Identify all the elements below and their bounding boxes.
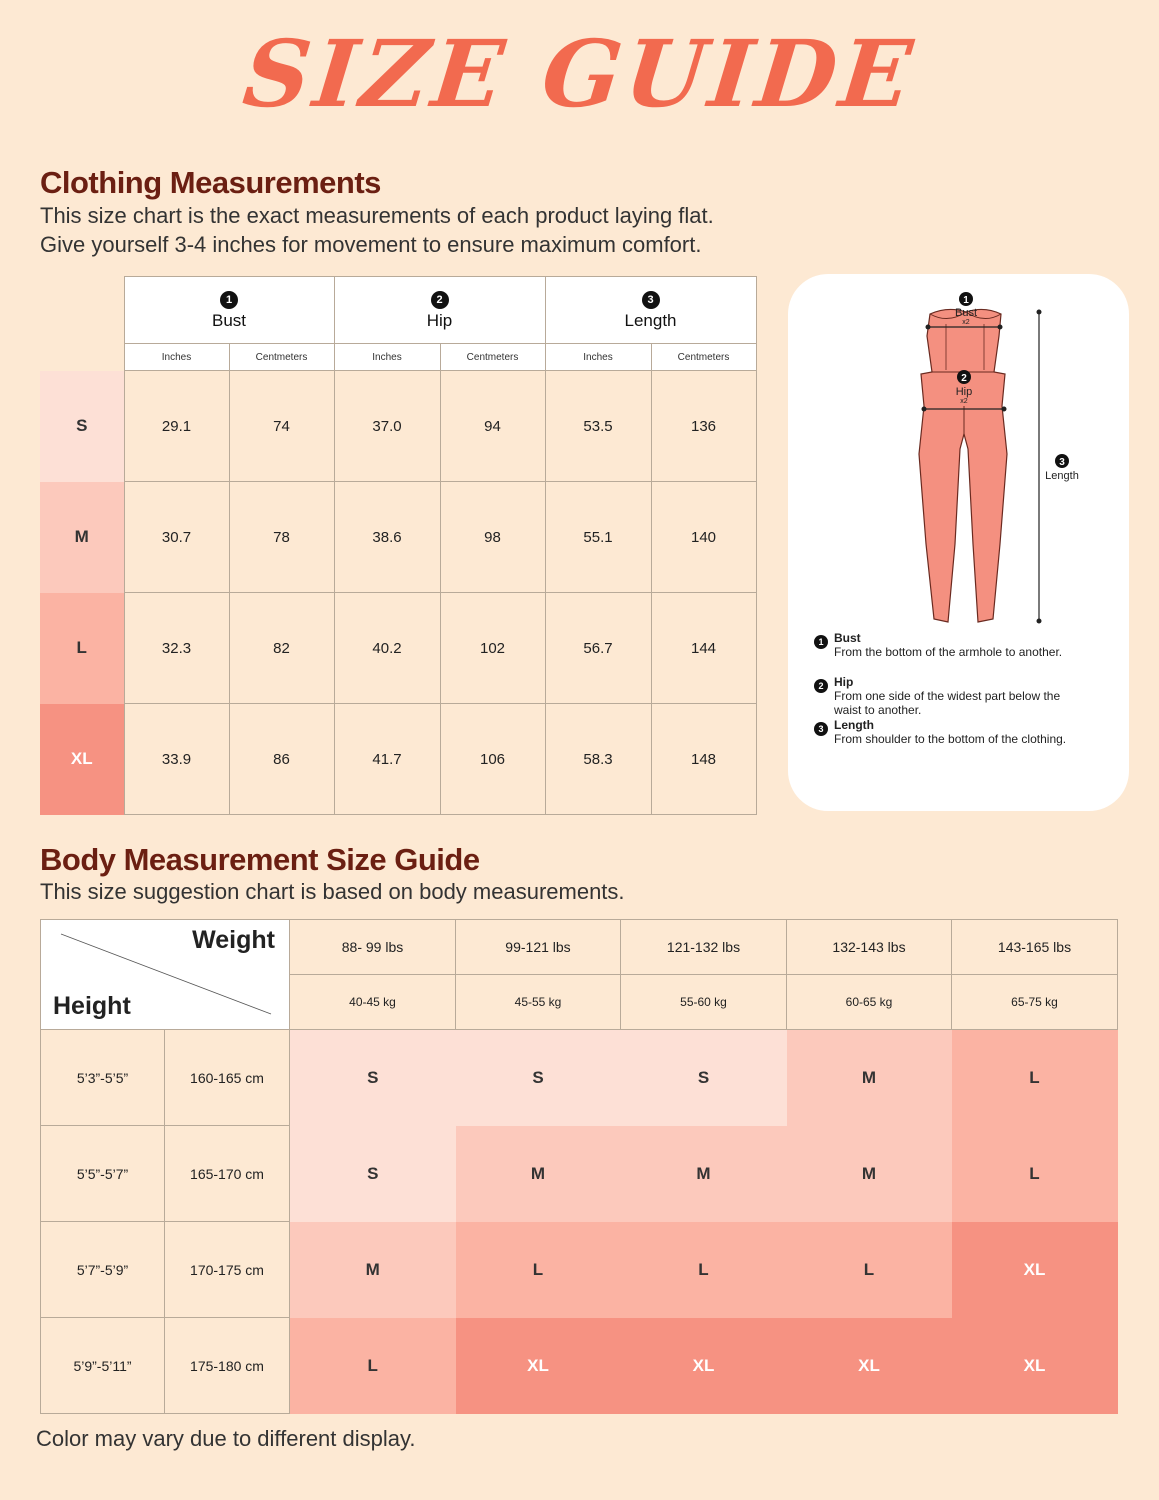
size-cell: L xyxy=(787,1222,952,1318)
table-row xyxy=(41,1222,1118,1318)
hip-inches-cell: 41.7 xyxy=(334,704,440,815)
weight-lbs-header: 121-132 lbs xyxy=(621,920,787,975)
bust-inches-cell: 33.9 xyxy=(124,704,229,815)
note-bust-title: Bust xyxy=(834,631,861,645)
table-corner xyxy=(40,277,124,371)
bust-header xyxy=(124,277,334,344)
height-cm-cell: 175-180 cm xyxy=(165,1318,290,1414)
weight-label: Weight xyxy=(192,926,275,954)
size-cell: M xyxy=(787,1030,952,1126)
table-row xyxy=(40,704,756,815)
note-bust-text: From the bottom of the armhole to another. xyxy=(834,645,1063,659)
size-cell: XL xyxy=(952,1318,1118,1414)
unit-header: Centmeters xyxy=(440,344,545,371)
weight-kg-header: 60-65 kg xyxy=(787,975,952,1030)
unit-header: Centmeters xyxy=(651,344,756,371)
size-label: L xyxy=(40,593,124,704)
length-inches-cell: 56.7 xyxy=(545,593,651,704)
bust-measure-dot-left xyxy=(926,325,931,330)
height-label: Height xyxy=(53,992,131,1020)
hip-measure-dot-right xyxy=(1002,407,1007,412)
note-bust-number: 1 xyxy=(814,635,828,649)
hip-x2-label: x2 xyxy=(960,398,968,405)
weight-lbs-header: 88- 99 lbs xyxy=(290,920,456,975)
note-hip-text: From one side of the widest part below the waist to another. xyxy=(834,689,1061,717)
weight-height-corner xyxy=(41,920,290,1030)
height-ft-cell: 5’3”-5’5” xyxy=(41,1030,165,1126)
footer-note: Color may vary due to different display. xyxy=(36,1426,416,1451)
hip-inches-cell: 37.0 xyxy=(334,371,440,482)
clothing-heading: Clothing Measurements xyxy=(40,165,381,200)
bust-cm-cell: 86 xyxy=(229,704,334,815)
length-measure-dot-top xyxy=(1037,310,1042,315)
height-cm-cell: 170-175 cm xyxy=(165,1222,290,1318)
table-row xyxy=(40,482,756,593)
size-cell: S xyxy=(621,1030,787,1126)
size-cell: M xyxy=(456,1126,621,1222)
hip-number-badge: 2 xyxy=(431,291,449,309)
bust-cm-cell: 78 xyxy=(229,482,334,593)
length-cm-cell: 148 xyxy=(651,704,756,815)
length-inches-cell: 53.5 xyxy=(545,371,651,482)
height-cm-cell: 160-165 cm xyxy=(165,1030,290,1126)
unit-header: Centmeters xyxy=(229,344,334,371)
hip-cm-cell: 102 xyxy=(440,593,545,704)
size-cell: XL xyxy=(952,1222,1118,1318)
length-cm-cell: 144 xyxy=(651,593,756,704)
note-length xyxy=(814,718,1114,746)
bust-inches-cell: 32.3 xyxy=(124,593,229,704)
hip-cm-cell: 106 xyxy=(440,704,545,815)
size-cell: M xyxy=(621,1126,787,1222)
measurement-notes xyxy=(814,631,1114,746)
bust-x2-label: x2 xyxy=(962,319,970,326)
page-title: SIZE GUIDE xyxy=(238,20,921,128)
size-cell: XL xyxy=(621,1318,787,1414)
bust-measure-dot-right xyxy=(998,325,1003,330)
note-length-title: Length xyxy=(834,718,874,732)
size-cell: L xyxy=(952,1030,1118,1126)
measurement-illustration-panel xyxy=(788,274,1129,811)
size-label: S xyxy=(40,371,124,482)
size-cell: M xyxy=(787,1126,952,1222)
size-cell: L xyxy=(952,1126,1118,1222)
length-measure-dot-bottom xyxy=(1037,619,1042,624)
size-cell: L xyxy=(456,1222,621,1318)
weight-kg-header: 65-75 kg xyxy=(952,975,1118,1030)
note-hip xyxy=(814,675,1114,717)
bust-diagram-label: Bust xyxy=(954,307,978,319)
body-desc: This size suggestion chart is based on body measurements. xyxy=(40,879,625,904)
height-ft-cell: 5’5”-5’7” xyxy=(41,1126,165,1222)
body-size-table xyxy=(40,919,1118,1414)
clothing-size-table xyxy=(40,276,757,815)
bust-number-glyph: 1 xyxy=(963,295,969,306)
hip-header-label: Hip xyxy=(426,310,453,330)
length-header-label: Length xyxy=(624,310,677,330)
hip-inches-cell: 38.6 xyxy=(334,482,440,593)
size-cell: L xyxy=(621,1222,787,1318)
weight-lbs-header: 99-121 lbs xyxy=(456,920,621,975)
jumpsuit-shape xyxy=(919,309,1007,622)
hip-cm-cell: 94 xyxy=(440,371,545,482)
unit-header: Inches xyxy=(545,344,651,371)
height-ft-cell: 5’7”-5’9” xyxy=(41,1222,165,1318)
length-number-badge: 3 xyxy=(642,291,660,309)
hip-inches-cell: 40.2 xyxy=(334,593,440,704)
unit-header: Inches xyxy=(334,344,440,371)
bust-inches-cell: 29.1 xyxy=(124,371,229,482)
size-label: XL xyxy=(40,704,124,815)
clothing-desc-line2: Give yourself 3-4 inches for movement to ensure maximum comfort. xyxy=(40,232,702,257)
weight-lbs-header: 143-165 lbs xyxy=(952,920,1118,975)
length-cm-cell: 140 xyxy=(651,482,756,593)
clothing-desc-line1: This size chart is the exact measurements of each product laying flat. xyxy=(40,203,714,228)
hip-number-glyph: 2 xyxy=(961,373,967,384)
height-ft-cell: 5’9”-5’11” xyxy=(41,1318,165,1414)
hip-measure-dot-left xyxy=(922,407,927,412)
size-cell: XL xyxy=(456,1318,621,1414)
bust-inches-cell: 30.7 xyxy=(124,482,229,593)
size-cell: S xyxy=(290,1126,456,1222)
weight-kg-header: 40-45 kg xyxy=(290,975,456,1030)
size-cell: XL xyxy=(787,1318,952,1414)
length-diagram-label: Length xyxy=(1045,470,1079,482)
bust-header-label: Bust xyxy=(211,310,247,330)
size-cell: S xyxy=(456,1030,621,1126)
size-label: M xyxy=(40,482,124,593)
size-cell: M xyxy=(290,1222,456,1318)
table-row xyxy=(40,593,756,704)
length-inches-cell: 55.1 xyxy=(545,482,651,593)
size-cell: L xyxy=(290,1318,456,1414)
length-cm-cell: 136 xyxy=(651,371,756,482)
bust-cm-cell: 82 xyxy=(229,593,334,704)
bust-number-badge: 1 xyxy=(220,291,238,309)
hip-diagram-label: Hip xyxy=(955,386,973,398)
note-length-text: From shoulder to the bottom of the clothing. xyxy=(834,732,1067,746)
unit-header: Inches xyxy=(124,344,229,371)
height-cm-cell: 165-170 cm xyxy=(165,1126,290,1222)
table-row xyxy=(40,371,756,482)
table-row xyxy=(41,1030,1118,1126)
note-hip-number: 2 xyxy=(814,679,828,693)
length-inches-cell: 58.3 xyxy=(545,704,651,815)
table-row xyxy=(41,1318,1118,1414)
note-hip-title: Hip xyxy=(834,675,854,689)
table-row xyxy=(41,1126,1118,1222)
note-bust xyxy=(814,631,1114,659)
note-length-number: 3 xyxy=(814,722,828,736)
weight-kg-header: 45-55 kg xyxy=(456,975,621,1030)
length-number-glyph: 3 xyxy=(1059,457,1065,468)
jumpsuit-illustration xyxy=(788,274,1129,634)
size-cell: S xyxy=(290,1030,456,1126)
bust-cm-cell: 74 xyxy=(229,371,334,482)
weight-kg-header: 55-60 kg xyxy=(621,975,787,1030)
hip-cm-cell: 98 xyxy=(440,482,545,593)
length-header xyxy=(545,277,756,344)
body-heading: Body Measurement Size Guide xyxy=(40,842,480,877)
hip-header xyxy=(334,277,545,344)
weight-lbs-header: 132-143 lbs xyxy=(787,920,952,975)
